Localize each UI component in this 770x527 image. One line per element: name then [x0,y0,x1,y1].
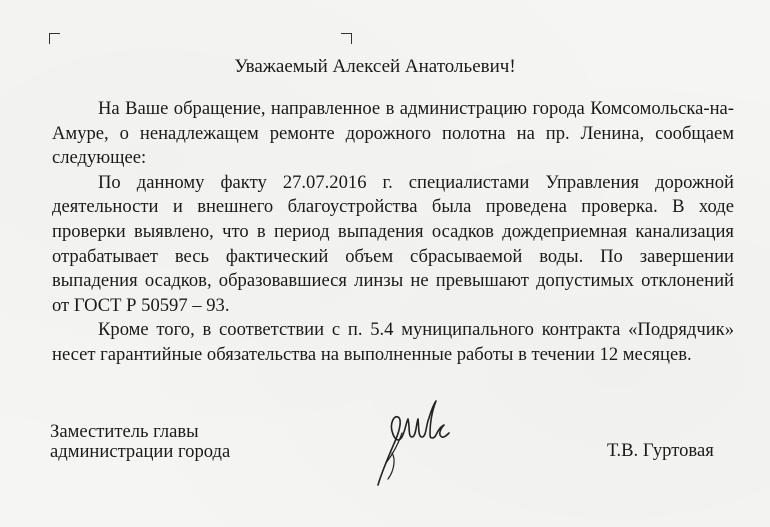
address-corner-mark-right [341,33,352,44]
signer-title [50,422,230,462]
paragraph-2: По данному факту 27.07.2016 г. специалистами Управления дорожной деятельности и внешнего благоустройства была проведена проверка. В ходе проверки выявлено, что в период выпадения осадков дождеприемная канализация отрабатывает весь фактический объем сбрасываемой воды. По завершении выпадения осадков, образовавшиеся линзы не превышают допустимых отклонений от ГОСТ Р 50597 – 93. [52,171,734,316]
paragraph-3: Кроме того, в соответствии с п. 5.4 муниципального контракта «Подрядчик» несет гарантийные обязательства на выполненные работы в течении 12 месяцев. [52,319,734,365]
paragraph-1: На Ваше обращение, направленное в администрацию города Комсомольска-на-Амуре, о ненадлежащем ремонте дорожного полотна на пр. Ленина, сообщаем следующее: [52,98,734,169]
handwritten-signature [372,393,452,489]
signer-name: Т.В. Гуртовая [607,440,714,461]
letter-body [52,97,734,368]
address-corner-mark-left [49,33,60,44]
signer-title-line-2: администрации города [50,441,231,462]
letter-greeting: Уважаемый Алексей Анатольевич! [234,56,516,77]
signer-title-line-1: Заместитель главы [50,421,199,442]
